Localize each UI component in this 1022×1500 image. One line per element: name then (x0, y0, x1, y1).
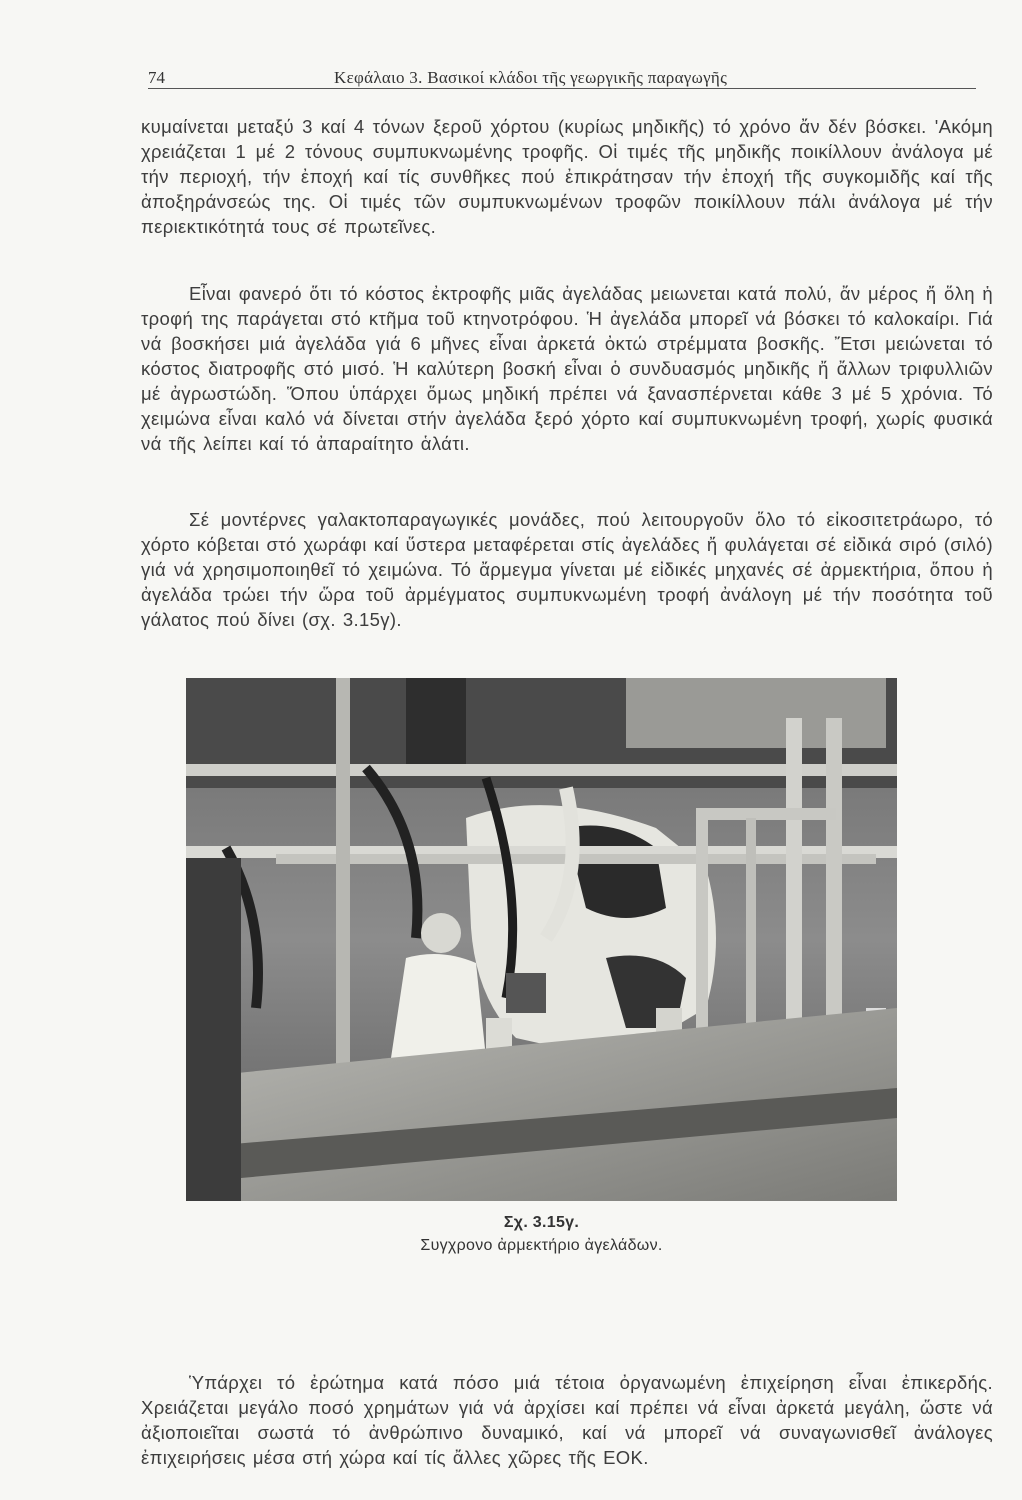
paragraph-2: Εἶναι φανερό ὅτι τό κόστος ἐκτροφῆς μιᾶς ἀγελάδας μειωνεται κατά πολύ, ἄν μέρος ἤ ὅλη ἡ τροφή της παράγεται στό κτῆμα τοῦ κτηνοτρόφου. Ἡ ἀγελάδα μπορεῖ νά βόσκει τό καλοκαίρι. Γιά νά βοσκήσει μιά ἀγελάδα γιά 6 μῆνες εἶναι ἀρκετά ὀκτώ στρέμματα βοσκῆς. Ἔτσι μειώνεται τό κόστος διατροφῆς στό μισό. Ἡ καλύτερη βοσκή εἶναι ὁ συνδυασμός μηδικῆς ἤ ἄλλων τριφυλλιῶν μέ ἀγρωστώδη. Ὅπου ὑπάρχει ὅμως μηδική πρέπει νά ξανασπέρνεται κάθε 3 μέ 5 χρόνια. Τό χειμώνα εἶναι καλό νά δίνεται στήν ἀγελάδα ξερό χόρτο καί συμπυκνωμένη τροφή, χωρίς φυσικά νά τῆς λείπει καί τό ἀπαραίτητο ἁλάτι. (141, 283, 993, 454)
paragraph-4: Ὑπάρχει τό ἐρώτημα κατά πόσο μιά τέτοια ὀργανωμένη ἐπιχείρηση εἶναι ἐπικερδής. Χρειάζεται μεγάλο ποσό χρημάτων γιά νά ἀρχίσει καί πρέπει νά εἶναι ἀρκετά μεγάλη, ὥστε νά ἀξιοποιεῖται σωστά τό ἀνθρώπινο δυναμικό, καί νά μπορεῖ νά συναγωνισθεῖ ἀνάλογες ἐπιχειρήσεις μέσα στή χώρα καί τίς ἄλλες χῶρες τῆς ΕΟΚ. (141, 1372, 993, 1468)
page-number: 74 (148, 68, 165, 87)
figure-label: Σχ. 3.15γ. (503, 1214, 580, 1231)
paragraph-1: κυμαίνεται μεταξύ 3 καί 4 τόνων ξεροῦ χόρτου (κυρίως μηδικῆς) τό χρόνο ἄν δέν βόσκει. 'Ακόμη χρειάζεται 1 μέ 2 τόνους συμπυκνωμένης τροφῆς. Οἱ τιμές τῆς μηδικῆς ποικίλλουν ἀνάλογα μέ τήν περιοχή, τήν ἐποχή καί τίς συνθῆκες πού ἐπικράτησαν τήν ἐποχή τῆς συγκομιδῆς καί τῆς ἀποξηράνσεώς της. Οἱ τιμές τῶν συμπυκνωμένων τροφῶν ποικίλλουν πάλι ἀνάλογα μέ τήν περιεκτικότητά τους σέ πρωτεῖνες. (141, 116, 993, 237)
paragraph-3: Σέ μοντέρνες γαλακτοπαραγωγικές μονάδες, πού λειτουργοῦν ὅλο τό εἰκοσιτετράωρο, τό χόρτο κόβεται στό χωράφι καί ὕστερα μεταφέρεται στίς ἀγελάδες ἤ φυλάγεται σέ εἰδικά σιρό (σιλό) γιά νά χρησιμοποιηθεῖ τό χειμώνα. Τό ἄρμεγμα γίνεται μέ εἰδικές μηχανές σέ ἀρμεκτήρια, ὅπου ἡ ἀγελάδα τρώει τήν ὥρα τοῦ ἀρμέγματος συμπυκνωμένη τροφή ἀνάλογη μέ τήν ποσότητα τοῦ γάλατος πού δίνει (σχ. 3.15γ). (141, 509, 993, 630)
figure-caption: Συγχρονο ἀρμεκτήριο ἀγελάδων. (420, 1237, 663, 1254)
photo-illustration (186, 678, 897, 1201)
milking-parlour-photo (186, 678, 897, 1201)
running-title: Κεφάλαιο 3. Βασικοί κλάδοι τῆς γεωργικῆς παραγωγῆς (334, 68, 728, 87)
running-header (148, 64, 976, 89)
